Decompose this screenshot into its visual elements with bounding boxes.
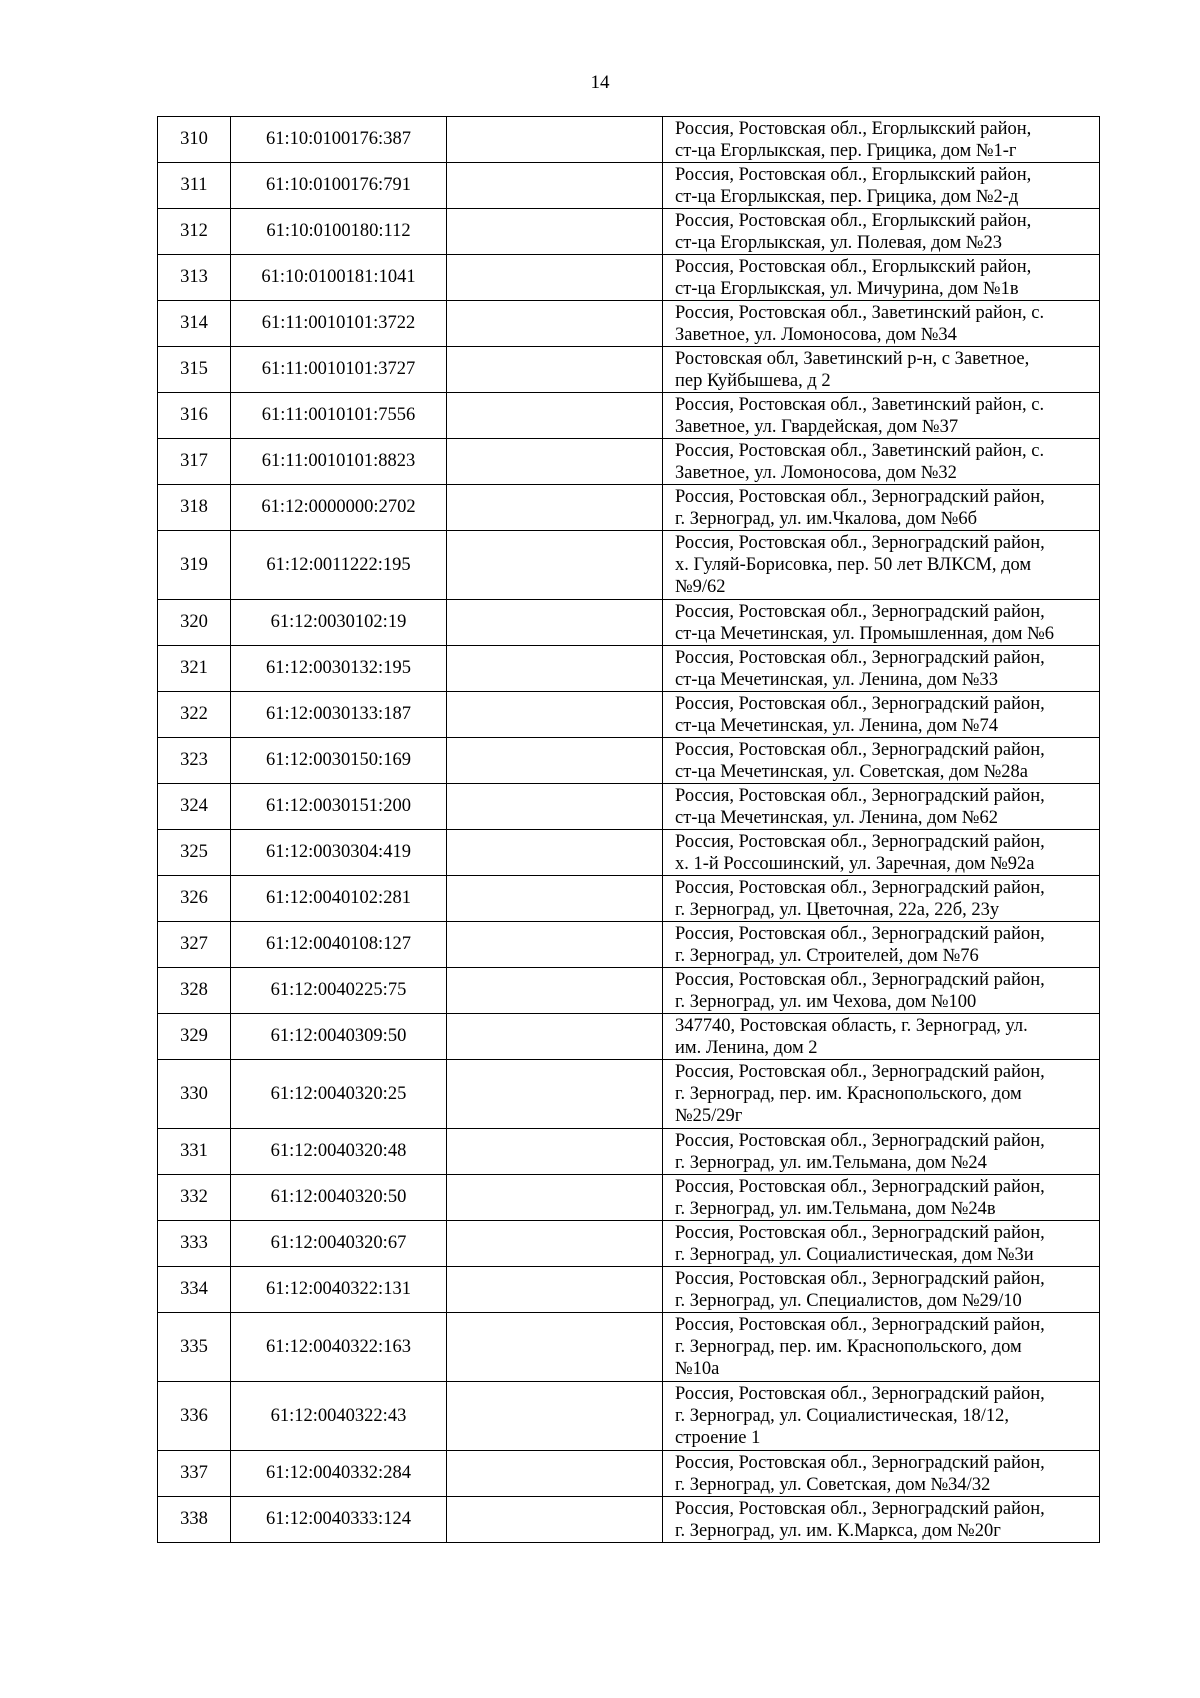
address-cell xyxy=(663,1175,1100,1221)
cadastral-number-cell: 61:12:0040333:124 xyxy=(231,1497,447,1543)
table-row xyxy=(158,301,1100,347)
address-cell xyxy=(663,784,1100,830)
address-line: Россия, Ростовская обл., Зерноградский район, xyxy=(675,1222,1045,1243)
table-row xyxy=(158,1313,1100,1382)
table-row xyxy=(158,1267,1100,1313)
empty-cell xyxy=(447,485,663,531)
table-row xyxy=(158,600,1100,646)
address-cell xyxy=(663,117,1100,163)
address-line: г. Зерноград, ул. Специалистов, дом №29/10 xyxy=(675,1290,1022,1311)
address-line: г. Зерноград, ул. Цветочная, 22а, 22б, 23у xyxy=(675,899,1000,920)
address-line: Россия, Ростовская обл., Зерноградский район, xyxy=(675,693,1045,714)
row-number-cell: 322 xyxy=(158,692,231,738)
table-row xyxy=(158,922,1100,968)
cadastral-number-cell: 61:12:0040320:25 xyxy=(231,1060,447,1129)
address-cell xyxy=(663,531,1100,600)
row-number-cell: 328 xyxy=(158,968,231,1014)
empty-cell xyxy=(447,1175,663,1221)
address-cell xyxy=(663,1014,1100,1060)
address-cell xyxy=(663,738,1100,784)
address-line: г. Зерноград, ул. Социалистическая, дом №3и xyxy=(675,1244,1034,1265)
address-cell xyxy=(663,876,1100,922)
cadastral-number-cell: 61:12:0040309:50 xyxy=(231,1014,447,1060)
empty-cell xyxy=(447,1313,663,1382)
table-row xyxy=(158,439,1100,485)
property-table xyxy=(157,116,1100,1543)
address-line: ст-ца Мечетинская, ул. Промышленная, дом №6 xyxy=(675,623,1055,644)
cadastral-number-cell: 61:12:0030132:195 xyxy=(231,646,447,692)
address-line: Россия, Ростовская обл., Заветинский район, с. xyxy=(675,440,1045,461)
address-line: г. Зерноград, ул. им Чехова, дом №100 xyxy=(675,991,977,1012)
address-line: ст-ца Мечетинская, ул. Ленина, дом №33 xyxy=(675,669,998,690)
row-number-cell: 323 xyxy=(158,738,231,784)
cadastral-number-cell: 61:12:0040102:281 xyxy=(231,876,447,922)
row-number-cell: 320 xyxy=(158,600,231,646)
address-cell xyxy=(663,1497,1100,1543)
cadastral-number-cell: 61:12:0040322:43 xyxy=(231,1382,447,1451)
cadastral-number-cell: 61:12:0030150:169 xyxy=(231,738,447,784)
address-cell xyxy=(663,1382,1100,1451)
row-number-cell: 332 xyxy=(158,1175,231,1221)
table-row xyxy=(158,1382,1100,1451)
address-line: ст-ца Мечетинская, ул. Ленина, дом №62 xyxy=(675,807,998,828)
address-line: им. Ленина, дом 2 xyxy=(675,1037,818,1058)
address-line: г. Зерноград, ул. им.Тельмана, дом №24в xyxy=(675,1198,996,1219)
address-line: Россия, Ростовская обл., Зерноградский район, xyxy=(675,647,1045,668)
table-row xyxy=(158,692,1100,738)
cadastral-number-cell: 61:10:0100176:791 xyxy=(231,163,447,209)
address-line: Россия, Ростовская обл., Зерноградский район, xyxy=(675,923,1045,944)
empty-cell xyxy=(447,600,663,646)
row-number-cell: 316 xyxy=(158,393,231,439)
empty-cell xyxy=(447,830,663,876)
row-number-cell: 310 xyxy=(158,117,231,163)
cadastral-number-cell: 61:10:0100180:112 xyxy=(231,209,447,255)
cadastral-number-cell: 61:11:0010101:7556 xyxy=(231,393,447,439)
row-number-cell: 327 xyxy=(158,922,231,968)
address-line: Россия, Ростовская обл., Зерноградский район, xyxy=(675,1130,1045,1151)
address-line: г. Зерноград, ул. им.Чкалова, дом №6б xyxy=(675,508,977,529)
address-cell xyxy=(663,1313,1100,1382)
empty-cell xyxy=(447,439,663,485)
address-cell xyxy=(663,922,1100,968)
empty-cell xyxy=(447,117,663,163)
table-row xyxy=(158,347,1100,393)
table-row xyxy=(158,876,1100,922)
empty-cell xyxy=(447,347,663,393)
address-line: Россия, Ростовская обл., Зерноградский район, xyxy=(675,785,1045,806)
property-table-body xyxy=(158,117,1100,1543)
cadastral-number-cell: 61:12:0011222:195 xyxy=(231,531,447,600)
address-line: г. Зерноград, ул. им.Тельмана, дом №24 xyxy=(675,1152,987,1173)
table-row xyxy=(158,830,1100,876)
address-cell xyxy=(663,347,1100,393)
table-row xyxy=(158,209,1100,255)
row-number-cell: 321 xyxy=(158,646,231,692)
row-number-cell: 336 xyxy=(158,1382,231,1451)
empty-cell xyxy=(447,1497,663,1543)
cadastral-number-cell: 61:12:0040320:67 xyxy=(231,1221,447,1267)
row-number-cell: 311 xyxy=(158,163,231,209)
cadastral-number-cell: 61:11:0010101:8823 xyxy=(231,439,447,485)
address-line: Россия, Ростовская обл., Зерноградский район, xyxy=(675,1062,1045,1082)
empty-cell xyxy=(447,1451,663,1497)
address-cell xyxy=(663,163,1100,209)
address-cell xyxy=(663,255,1100,301)
empty-cell xyxy=(447,1267,663,1313)
cadastral-number-cell: 61:12:0040332:284 xyxy=(231,1451,447,1497)
cadastral-number-cell: 61:12:0040225:75 xyxy=(231,968,447,1014)
row-number-cell: 335 xyxy=(158,1313,231,1382)
address-line: Россия, Ростовская обл., Егорлыкский район, xyxy=(675,164,1032,185)
address-line: Россия, Ростовская обл., Зерноградский район, xyxy=(675,969,1045,990)
address-line: Россия, Ростовская обл., Зерноградский район, xyxy=(675,1384,1045,1404)
address-line: Россия, Ростовская обл., Егорлыкский район, xyxy=(675,118,1032,139)
empty-cell xyxy=(447,784,663,830)
address-cell xyxy=(663,1221,1100,1267)
row-number-cell: 325 xyxy=(158,830,231,876)
address-cell xyxy=(663,393,1100,439)
empty-cell xyxy=(447,393,663,439)
row-number-cell: 319 xyxy=(158,531,231,600)
table-row xyxy=(158,968,1100,1014)
address-line: ст-ца Егорлыкская, пер. Грицика, дом №2-д xyxy=(675,186,1019,207)
address-line: ст-ца Мечетинская, ул. Ленина, дом №74 xyxy=(675,715,998,736)
address-cell xyxy=(663,830,1100,876)
address-line: ст-ца Егорлыкская, ул. Полевая, дом №23 xyxy=(675,232,1002,253)
cadastral-number-cell: 61:10:0100181:1041 xyxy=(231,255,447,301)
address-line: Россия, Ростовская обл., Егорлыкский район, xyxy=(675,210,1032,231)
empty-cell xyxy=(447,163,663,209)
table-row xyxy=(158,1175,1100,1221)
empty-cell xyxy=(447,1129,663,1175)
address-line: Россия, Ростовская обл., Зерноградский район, xyxy=(675,486,1045,507)
cadastral-number-cell: 61:11:0010101:3722 xyxy=(231,301,447,347)
cadastral-number-cell: 61:11:0010101:3727 xyxy=(231,347,447,393)
address-line: Россия, Ростовская обл., Зерноградский район, xyxy=(675,533,1045,553)
empty-cell xyxy=(447,922,663,968)
address-line: г. Зерноград, ул. им. К.Маркса, дом №20г xyxy=(675,1520,1001,1541)
address-line: №25/29г xyxy=(675,1106,743,1126)
row-number-cell: 317 xyxy=(158,439,231,485)
address-line: Россия, Ростовская обл., Зерноградский район, xyxy=(675,1452,1045,1473)
table-row xyxy=(158,1451,1100,1497)
address-line: Россия, Ростовская обл., Зерноградский район, xyxy=(675,1315,1045,1335)
address-line: пер Куйбышева, д 2 xyxy=(675,370,831,391)
page-number: 14 xyxy=(590,72,610,93)
empty-cell xyxy=(447,1382,663,1451)
row-number-cell: 318 xyxy=(158,485,231,531)
row-number-cell: 333 xyxy=(158,1221,231,1267)
table-row xyxy=(158,255,1100,301)
table-row xyxy=(158,485,1100,531)
empty-cell xyxy=(447,301,663,347)
empty-cell xyxy=(447,876,663,922)
row-number-cell: 313 xyxy=(158,255,231,301)
empty-cell xyxy=(447,1014,663,1060)
table-row xyxy=(158,117,1100,163)
table-row xyxy=(158,393,1100,439)
empty-cell xyxy=(447,646,663,692)
row-number-cell: 334 xyxy=(158,1267,231,1313)
table-row xyxy=(158,784,1100,830)
address-line: Ростовская обл, Заветинский р-н, с Заветное, xyxy=(675,348,1030,369)
cadastral-number-cell: 61:12:0030133:187 xyxy=(231,692,447,738)
address-line: Заветное, ул. Гвардейская, дом №37 xyxy=(675,416,959,437)
address-line: Россия, Ростовская обл., Зерноградский район, xyxy=(675,877,1045,898)
table-row xyxy=(158,646,1100,692)
table-row xyxy=(158,1129,1100,1175)
cadastral-number-cell: 61:12:0030102:19 xyxy=(231,600,447,646)
address-cell xyxy=(663,485,1100,531)
address-cell xyxy=(663,209,1100,255)
cadastral-number-cell: 61:12:0040320:48 xyxy=(231,1129,447,1175)
cadastral-number-cell: 61:10:0100176:387 xyxy=(231,117,447,163)
address-cell xyxy=(663,1129,1100,1175)
cadastral-number-cell: 61:12:0040108:127 xyxy=(231,922,447,968)
address-line: Россия, Ростовская обл., Зерноградский район, xyxy=(675,601,1045,622)
address-line: Россия, Ростовская обл., Зерноградский район, xyxy=(675,1498,1045,1519)
address-cell xyxy=(663,1451,1100,1497)
row-number-cell: 338 xyxy=(158,1497,231,1543)
cadastral-number-cell: 61:12:0040322:131 xyxy=(231,1267,447,1313)
address-cell xyxy=(663,1060,1100,1129)
address-line: Россия, Ростовская обл., Зерноградский район, xyxy=(675,1176,1045,1197)
table-row xyxy=(158,163,1100,209)
empty-cell xyxy=(447,1060,663,1129)
address-line: ст-ца Мечетинская, ул. Советская, дом №28а xyxy=(675,761,1028,782)
address-line: х. Гуляй-Борисовка, пер. 50 лет ВЛКСМ, дом xyxy=(675,555,1032,575)
address-line: Россия, Ростовская обл., Заветинский район, с. xyxy=(675,302,1045,323)
address-line: строение 1 xyxy=(675,1428,761,1448)
table-row xyxy=(158,1497,1100,1543)
address-line: Россия, Ростовская обл., Заветинский район, с. xyxy=(675,394,1045,415)
row-number-cell: 315 xyxy=(158,347,231,393)
empty-cell xyxy=(447,1221,663,1267)
address-cell xyxy=(663,439,1100,485)
address-cell xyxy=(663,968,1100,1014)
empty-cell xyxy=(447,209,663,255)
address-line: х. 1-й Россошинский, ул. Заречная, дом №92а xyxy=(675,853,1035,874)
row-number-cell: 331 xyxy=(158,1129,231,1175)
empty-cell xyxy=(447,738,663,784)
empty-cell xyxy=(447,531,663,600)
address-line: г. Зерноград, ул. Советская, дом №34/32 xyxy=(675,1474,991,1495)
address-line: г. Зерноград, ул. Социалистическая, 18/12, xyxy=(675,1406,1009,1426)
address-line: ст-ца Егорлыкская, ул. Мичурина, дом №1в xyxy=(675,278,1019,299)
address-line: 347740, Ростовская область, г. Зерноград, ул. xyxy=(675,1015,1028,1036)
address-line: г. Зерноград, пер. им. Краснопольского, дом xyxy=(675,1337,1022,1357)
empty-cell xyxy=(447,968,663,1014)
address-cell xyxy=(663,600,1100,646)
row-number-cell: 326 xyxy=(158,876,231,922)
address-cell xyxy=(663,1267,1100,1313)
cadastral-number-cell: 61:12:0040320:50 xyxy=(231,1175,447,1221)
row-number-cell: 312 xyxy=(158,209,231,255)
table-row xyxy=(158,738,1100,784)
cadastral-number-cell: 61:12:0000000:2702 xyxy=(231,485,447,531)
table-row xyxy=(158,1221,1100,1267)
row-number-cell: 324 xyxy=(158,784,231,830)
row-number-cell: 337 xyxy=(158,1451,231,1497)
cadastral-number-cell: 61:12:0040322:163 xyxy=(231,1313,447,1382)
address-line: г. Зерноград, пер. им. Краснопольского, дом xyxy=(675,1084,1022,1104)
cadastral-number-cell: 61:12:0030304:419 xyxy=(231,830,447,876)
row-number-cell: 329 xyxy=(158,1014,231,1060)
address-line: Заветное, ул. Ломоносова, дом №32 xyxy=(675,462,957,483)
empty-cell xyxy=(447,255,663,301)
cadastral-number-cell: 61:12:0030151:200 xyxy=(231,784,447,830)
address-line: Россия, Ростовская обл., Егорлыкский район, xyxy=(675,256,1032,277)
address-line: Заветное, ул. Ломоносова, дом №34 xyxy=(675,324,957,345)
address-line: г. Зерноград, ул. Строителей, дом №76 xyxy=(675,945,979,966)
address-cell xyxy=(663,692,1100,738)
address-line: ст-ца Егорлыкская, пер. Грицика, дом №1-г xyxy=(675,140,1017,161)
address-line: Россия, Ростовская обл., Зерноградский район, xyxy=(675,739,1045,760)
address-cell xyxy=(663,301,1100,347)
row-number-cell: 330 xyxy=(158,1060,231,1129)
table-row xyxy=(158,1060,1100,1129)
table-row xyxy=(158,531,1100,600)
empty-cell xyxy=(447,692,663,738)
address-line: №10а xyxy=(675,1359,720,1379)
address-line: Россия, Ростовская обл., Зерноградский район, xyxy=(675,1268,1045,1289)
row-number-cell: 314 xyxy=(158,301,231,347)
address-cell xyxy=(663,646,1100,692)
address-line: №9/62 xyxy=(675,577,726,597)
address-line: Россия, Ростовская обл., Зерноградский район, xyxy=(675,831,1045,852)
table-row xyxy=(158,1014,1100,1060)
